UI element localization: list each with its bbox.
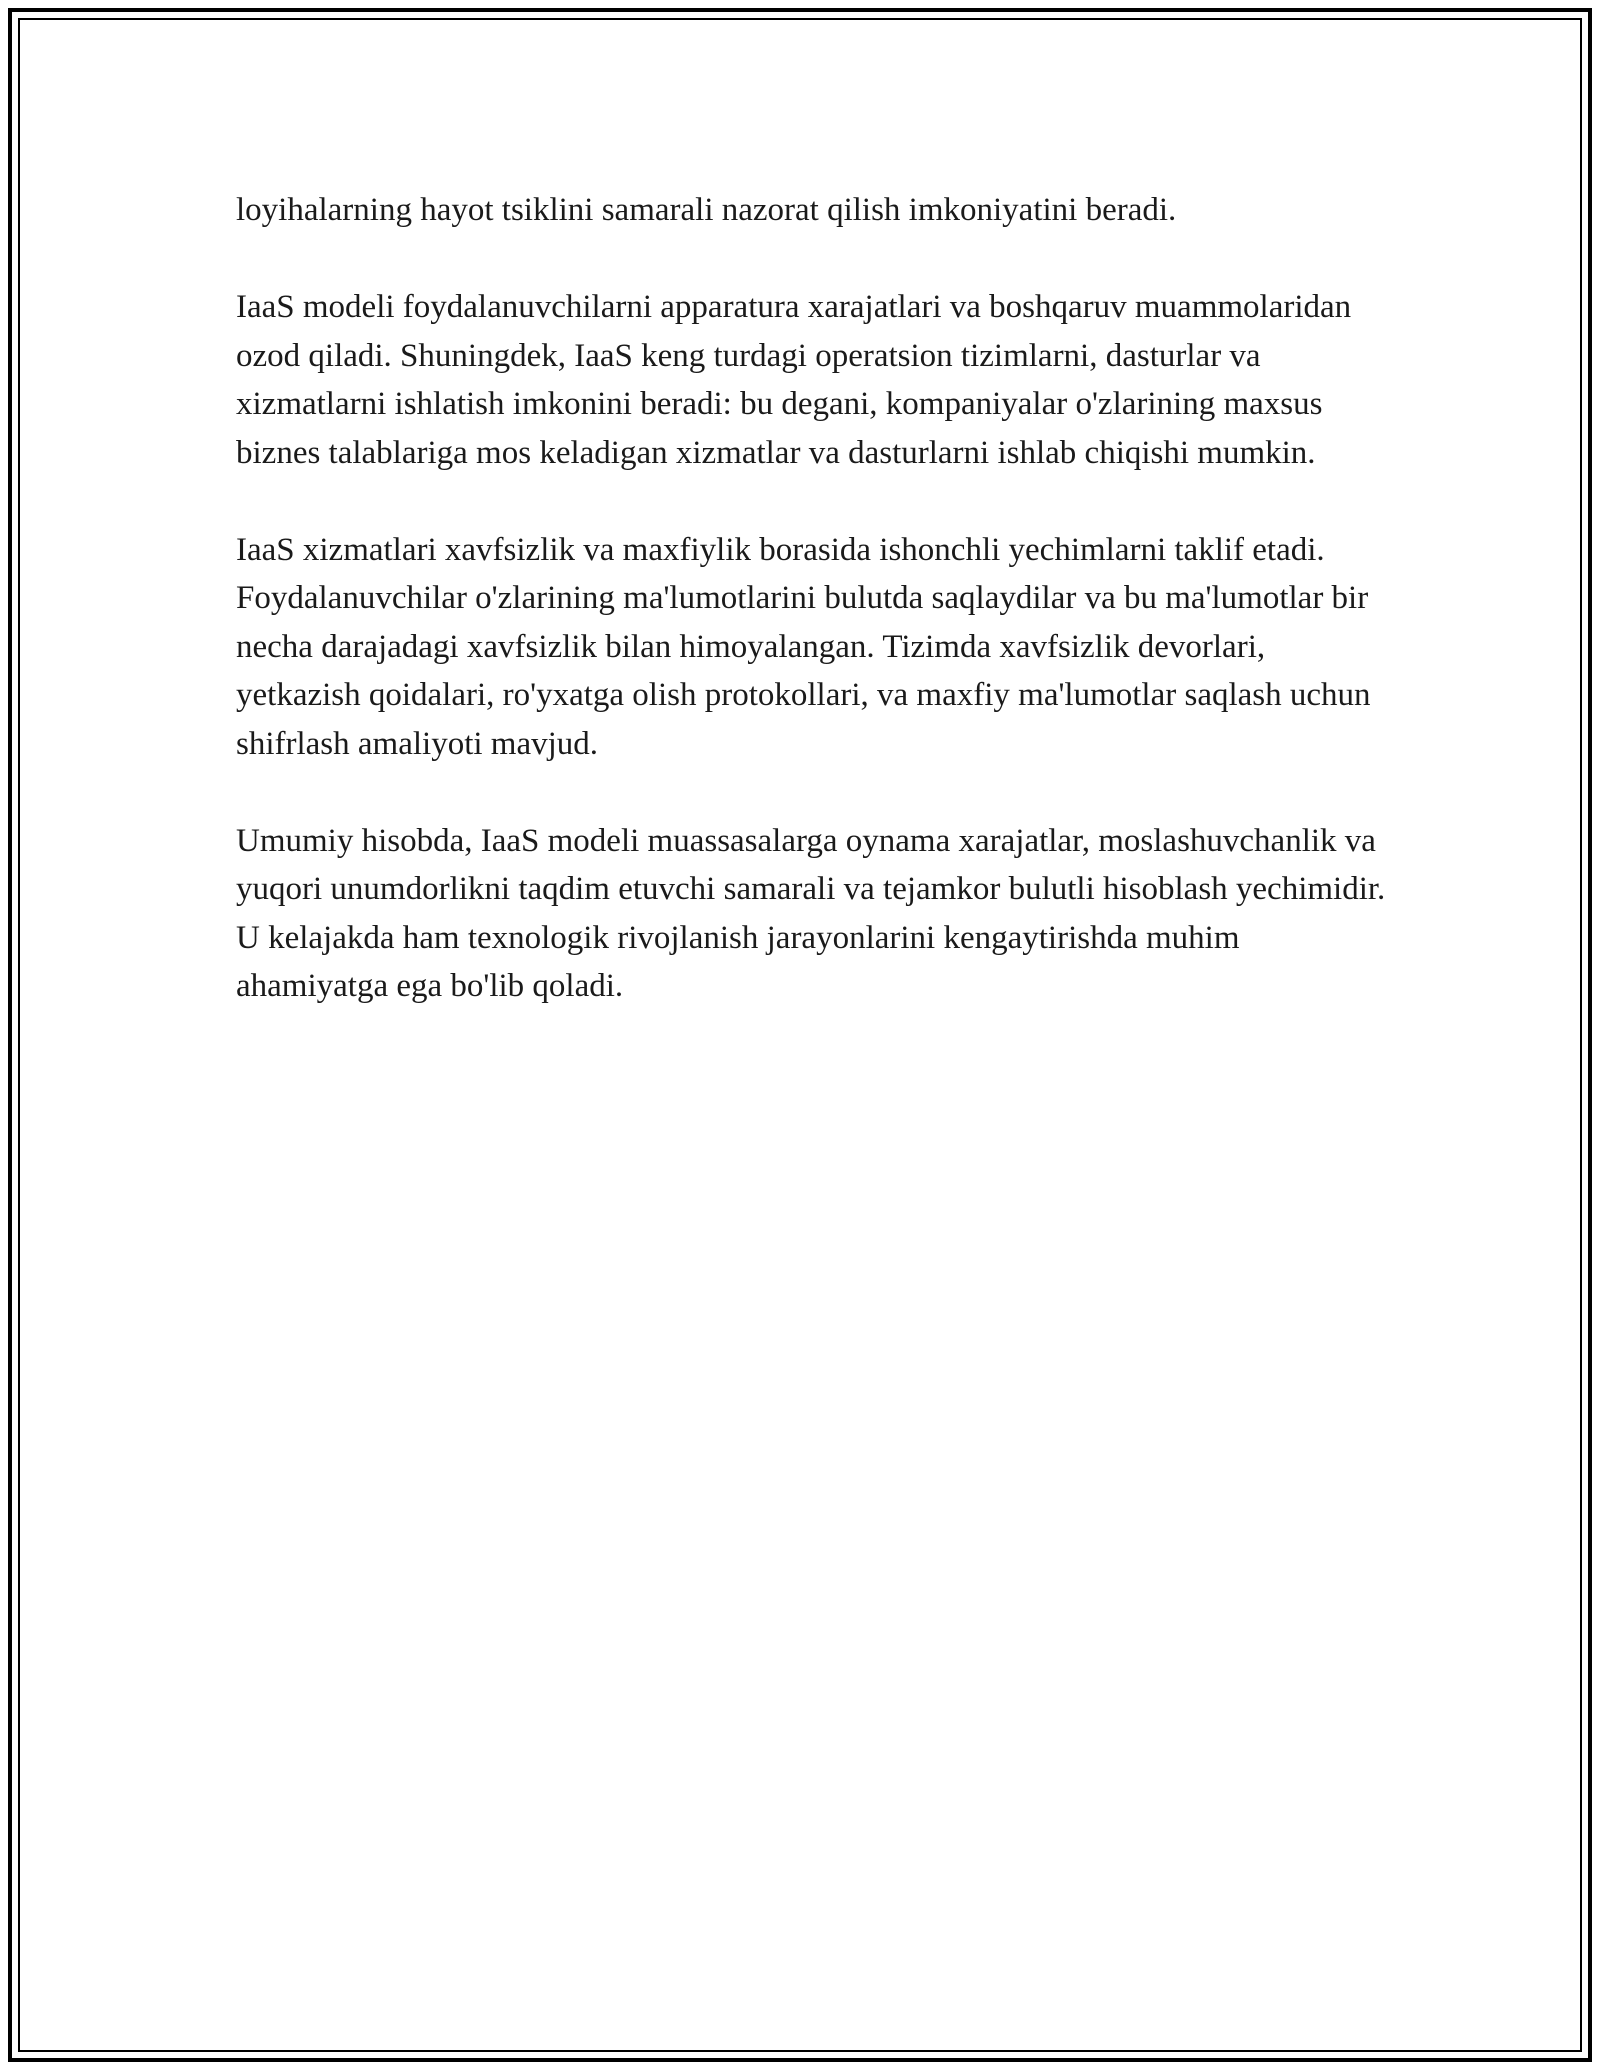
paragraph-1: loyihalarning hayot tsiklini samarali nazorat qilish imkoniyatini beradi. [236,192,1177,228]
document-body [236,186,1386,1059]
paragraph-3: IaaS xizmatlari xavfsizlik va maxfiylik borasida ishonchli yechimlarni taklif etadi. Foydalanuvchilar o'zlarining ma'lumotlarini bulutda saqlaydilar va bu ma'lumotlar bir necha darajadagi xavfsizlik bilan himoyalangan. Tizimda xavfsizlik devorlari, yetkazish qoidalari, ro'yxatga olish protokollari, va maxfiy ma'lumotlar saqlash uchun shifrlash amaliyoti mavjud. [236,531,1371,762]
paragraph-4: Umumiy hisobda, IaaS modeli muassasalarga oynama xarajatlar, moslashuvchanlik va yuqori unumdorlikni taqdim etuvchi samarali va tejamkor bulutli hisoblash yechimidir. U kelajakda ham texnologik rivojlanish jarayonlarini kengaytirishda muhim ahamiyatga ega bo'lib qoladi. [236,822,1386,1004]
paragraph-2: IaaS modeli foydalanuvchilarni apparatura xarajatlari va boshqaruv muammolaridan ozod qiladi. Shuningdek, IaaS keng turdagi operatsion tizimlarni, dasturlar va xizmatlarni ishlatish imkonini beradi: bu degani, kompaniyalar o'zlarining maxsus biznes talablariga mos keladigan xizmatlar va dasturlarni ishlab chiqishi mumkin. [236,289,1352,471]
